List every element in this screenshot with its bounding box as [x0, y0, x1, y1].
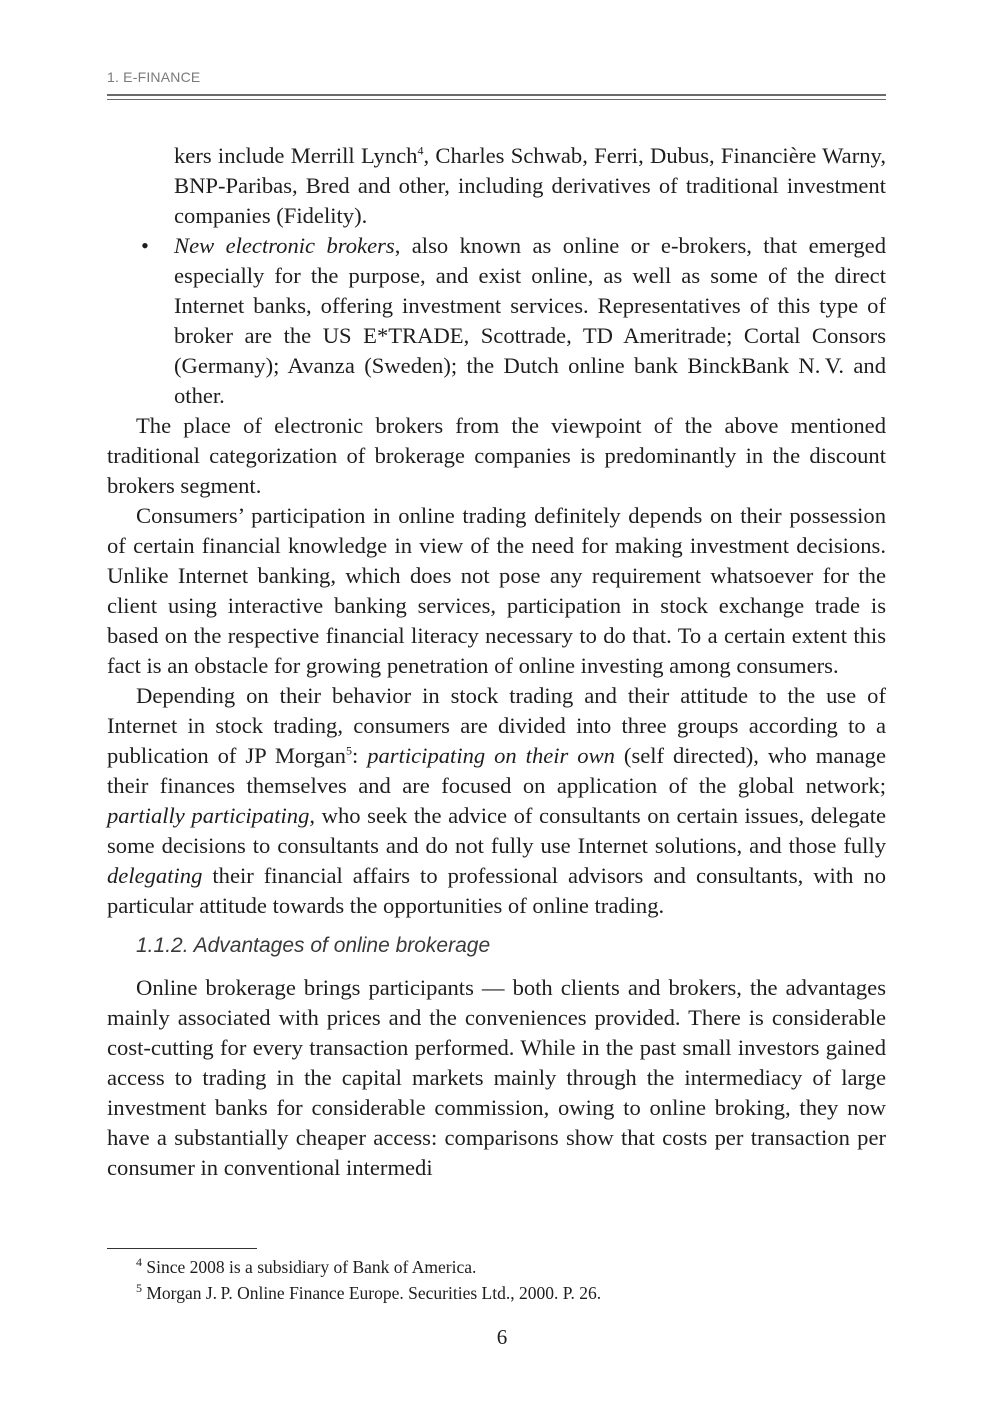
- header-rule-thin: [107, 99, 886, 100]
- term-participating-on-their-own: participating on their own: [367, 743, 615, 768]
- bullet-marker: •: [141, 233, 149, 258]
- running-head: 1. E-FINANCE: [107, 69, 201, 85]
- footnote-text: Morgan J. P. Online Finance Europe. Securities Ltd., 2000. P. 26.: [142, 1283, 602, 1303]
- continuation-text-b: , Charles Schwab, Ferri, Dubus, Financière Warny, BNP-Paribas, Bred and other, including derivatives of traditional investment companies (Fidelity).: [174, 143, 886, 228]
- section-subheading: 1.1.2. Advantages of online brokerage: [136, 934, 491, 957]
- paragraph-3: [107, 681, 886, 921]
- para3-text-e: their financial affairs to professional advisors and consultants, with no particular attitude towards the opportunities of online trading.: [107, 863, 886, 918]
- bullet-text: , also known as online or e-brokers, that emerged especially for the purpose, and exist online, as well as some of the direct Internet banks, offering investment services. Representatives of this type of broker are the US E*TRADE, Scottrade, TD Ameritrade; Cortal Consors (Germany); Avanza (Sweden); the Dutch online bank BinckBank N. V. and other.: [174, 233, 886, 408]
- para3-text-c: (self directed), who manage their finances themselves and are focused on application of the global network;: [107, 743, 886, 798]
- page-number: 6: [496, 1325, 508, 1349]
- term-partially-participating: partially participating: [107, 803, 310, 828]
- footnote-number: 4: [136, 1255, 142, 1270]
- paragraph-2: Consumers’ participation in online trading definitely depends on their possession of certain financial knowledge in view of the need for making investment decisions. Unlike Internet banking, which does not pose any requirement whatsoever for the client using interactive banking services, participation in stock exchange trade is based on the respective financial literacy necessary to do that. To a certain extent this fact is an obstacle for growing penetration of online investing among consumers.: [107, 503, 886, 678]
- bullet-item-new-electronic-brokers: [107, 231, 886, 411]
- bullet-term: New electronic brokers: [174, 233, 395, 258]
- bullet-continuation: [107, 141, 886, 231]
- para3-text-a: Depending on their behavior in stock trading and their attitude to the use of Internet in stock trading, consumers are divided into three groups according to a publication of JP Morgan: [107, 683, 886, 768]
- body-text: [107, 141, 886, 1183]
- paragraph-1: The place of electronic brokers from the viewpoint of the above mentioned traditional categorization of brokerage companies is predominantly in the discount brokers segment.: [107, 413, 886, 498]
- footnote-rule: [107, 1248, 257, 1249]
- para3-text-d: , who seek the advice of consultants on certain issues, delegate some decisions to consultants and do not fully use Internet solutions, and those fully: [107, 803, 886, 858]
- header-rule-thick: [107, 94, 886, 96]
- footnote-text: Since 2008 is a subsidiary of Bank of America.: [142, 1257, 477, 1277]
- footnote-5: [136, 1280, 876, 1306]
- footnote-4: [136, 1254, 876, 1280]
- footnote-ref-4[interactable]: 4: [417, 143, 424, 158]
- para3-text-b: :: [351, 743, 368, 768]
- term-delegating: delegating: [107, 863, 203, 888]
- footnote-ref-5[interactable]: 5: [345, 743, 352, 758]
- footnote-number: 5: [136, 1281, 142, 1296]
- paragraph-4: Online brokerage brings participants — both clients and brokers, the advantages mainly associated with prices and the conveniences provided. There is considerable cost-cutting for every transaction performed. While in the past small investors gained access to trading in the capital markets mainly through the intermediacy of large investment banks for considerable commission, owing to online broking, they now have a substantially cheaper access: comparisons show that costs per transaction per consumer in conventional intermedi: [107, 975, 886, 1180]
- continuation-text-a: kers include Merrill Lynch: [174, 143, 418, 168]
- footnotes: [136, 1254, 876, 1306]
